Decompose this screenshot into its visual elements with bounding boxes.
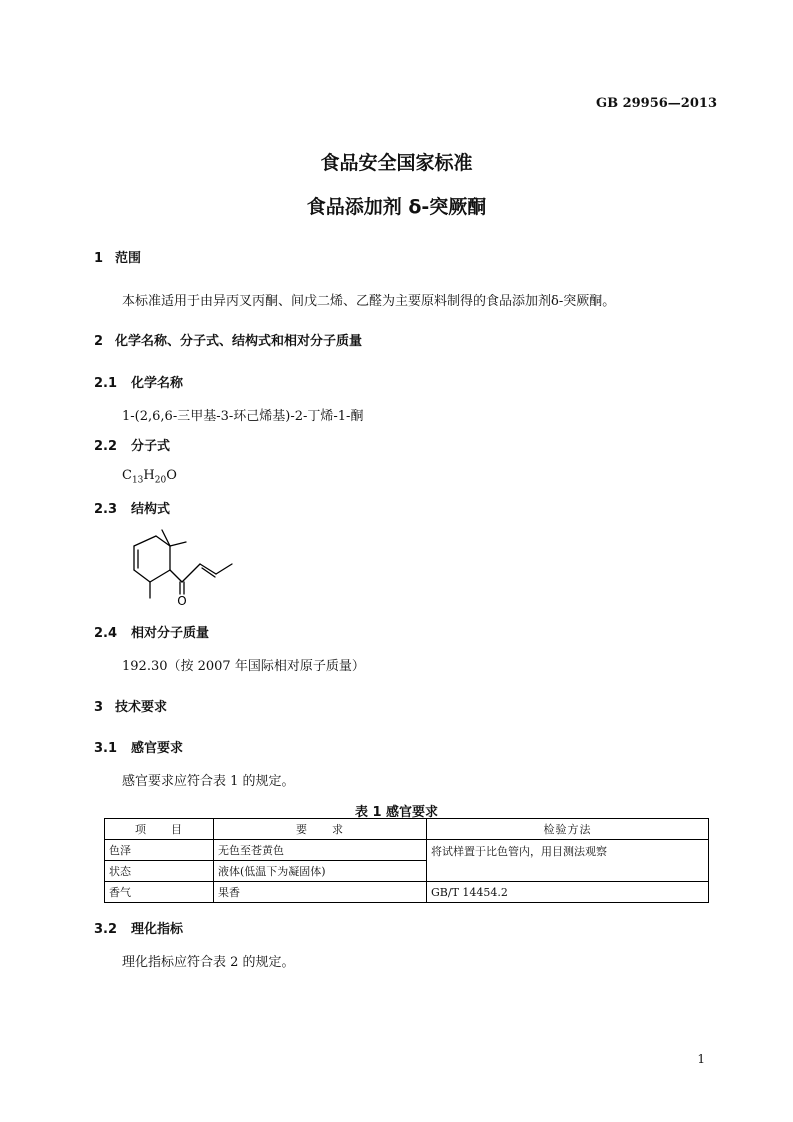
cell-requirement: 无色至苍黄色 bbox=[214, 840, 427, 861]
section-2-heading bbox=[94, 330, 362, 349]
table-header-row bbox=[105, 819, 709, 840]
section-number: 2.4 bbox=[94, 626, 118, 641]
section-title: 范围 bbox=[115, 251, 142, 266]
section-1-text: 本标准适用于由异丙叉丙酮、间戊二烯、乙醛为主要原料制得的食品添加剂δ-突厥酮。 bbox=[122, 294, 616, 309]
header-requirement: 要 求 bbox=[214, 819, 427, 840]
section-number: 2.3 bbox=[94, 502, 118, 517]
section-2-3-heading bbox=[94, 498, 170, 517]
header-method: 检验方法 bbox=[427, 819, 709, 840]
chemical-name: 1-(2,6,6-三甲基-3-环己烯基)-2-丁烯-1-酮 bbox=[122, 409, 364, 424]
cell-item: 香气 bbox=[105, 882, 214, 903]
molecular-weight: 192.30（按 2007 年国际相对原子质量） bbox=[122, 659, 365, 674]
section-title: 化学名称、分子式、结构式和相对分子质量 bbox=[115, 334, 363, 349]
cell-requirement: 液体(低温下为凝固体) bbox=[214, 861, 427, 882]
document-subtitle: 食品添加剂 δ-突厥酮 bbox=[306, 196, 487, 218]
section-2-1-heading bbox=[94, 372, 183, 391]
table-1-caption: 表 1 感官要求 bbox=[354, 805, 439, 820]
table-row bbox=[105, 882, 709, 903]
section-title: 相对分子质量 bbox=[131, 626, 210, 641]
section-number: 2 bbox=[94, 334, 104, 349]
section-title: 结构式 bbox=[131, 502, 171, 517]
cell-requirement: 果香 bbox=[214, 882, 427, 903]
table-row bbox=[105, 840, 709, 861]
section-title: 技术要求 bbox=[115, 700, 168, 715]
document-title: 食品安全国家标准 bbox=[320, 152, 473, 174]
header-item: 项 目 bbox=[105, 819, 214, 840]
section-2-2-heading bbox=[94, 435, 170, 454]
section-3-heading bbox=[94, 696, 167, 715]
section-number: 2.2 bbox=[94, 439, 118, 454]
oxygen-atom-label: O bbox=[177, 594, 187, 608]
cell-item: 状态 bbox=[105, 861, 214, 882]
section-number: 3.1 bbox=[94, 741, 118, 756]
section-2-4-heading bbox=[94, 622, 209, 641]
section-3-1-heading bbox=[94, 737, 183, 756]
section-3-2-heading bbox=[94, 918, 183, 937]
section-3-2-text: 理化指标应符合表 2 的规定。 bbox=[122, 955, 295, 970]
molecular-formula: $C_{13}H_{20}O$ bbox=[122, 468, 177, 486]
structural-formula bbox=[118, 528, 248, 610]
section-title: 感官要求 bbox=[131, 741, 184, 756]
cell-method: GB/T 14454.2 bbox=[427, 882, 709, 903]
section-number: 1 bbox=[94, 251, 104, 266]
section-1-heading bbox=[94, 247, 141, 266]
section-3-1-text: 感官要求应符合表 1 的规定。 bbox=[122, 774, 295, 789]
cell-method-merged: 将试样置于比色管内，用目测法观察 bbox=[427, 840, 709, 882]
section-number: 3.2 bbox=[94, 922, 118, 937]
section-title: 分子式 bbox=[131, 439, 171, 454]
section-number: 3 bbox=[94, 700, 104, 715]
section-title: 化学名称 bbox=[131, 376, 184, 391]
section-title: 理化指标 bbox=[131, 922, 184, 937]
sensory-requirements-table bbox=[104, 818, 709, 903]
section-number: 2.1 bbox=[94, 376, 118, 391]
page-number: 1 bbox=[697, 1052, 705, 1066]
standard-number: GB 29956—2013 bbox=[595, 96, 717, 111]
cell-item: 色泽 bbox=[105, 840, 214, 861]
